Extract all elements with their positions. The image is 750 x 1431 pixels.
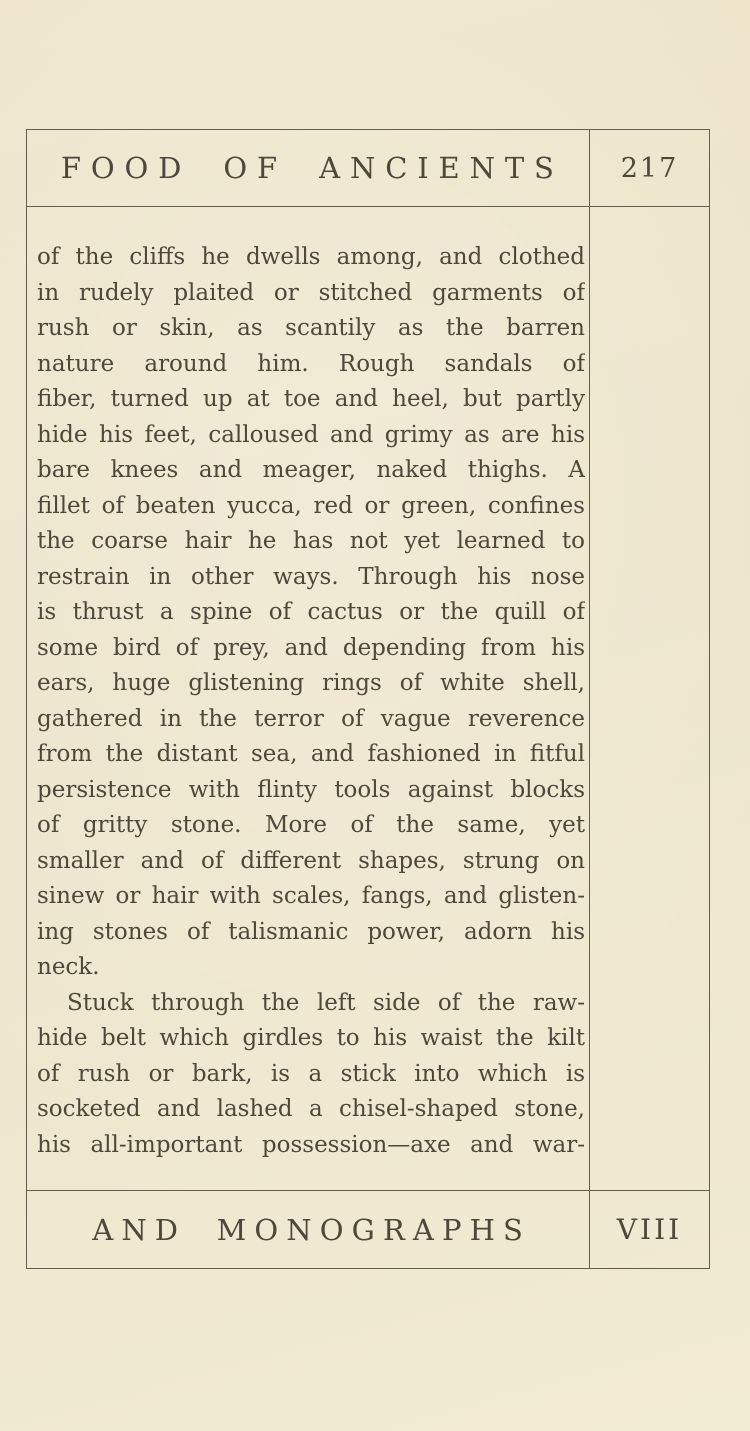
volume-cell: [590, 1191, 709, 1268]
text-line: the coarse hair he has not yet learned to: [37, 528, 585, 554]
text-line: restrain in other ways. Through his nose: [37, 563, 585, 590]
text-line: ears, huge glistening rings of white shell,: [37, 670, 585, 696]
running-footer: [27, 1191, 590, 1268]
text-line: bare knees and meager, naked thighs. A: [37, 457, 585, 483]
text-line: of rush or bark, is a stick into which is: [37, 1060, 585, 1087]
text-line: Stuck through the left side of the raw-: [67, 989, 585, 1016]
text-line: some bird of prey, and depending from his: [37, 634, 585, 661]
text-line: neck.: [37, 954, 100, 980]
volume-number: VIII: [616, 1213, 683, 1246]
text-line: fillet of beaten yucca, red or green, confines: [37, 492, 585, 519]
text-line: is thrust a spine of cactus or the quill of: [37, 599, 585, 625]
header-title: FOOD OF ANCIENTS: [60, 151, 564, 185]
text-line: nature around him. Rough sandals of: [37, 350, 585, 377]
text-line: rush or skin, as scantily as the barren: [37, 315, 585, 341]
text-line: sinew or hair with scales, fangs, and glisten-: [37, 883, 585, 909]
footer-title: AND MONOGRAPHS: [92, 1212, 531, 1247]
text-line: his all-important possession—axe and war-: [37, 1131, 585, 1158]
running-header: [27, 130, 590, 207]
page-number-cell: [590, 130, 709, 207]
text-line: persistence with flinty tools against blocks: [37, 776, 585, 803]
page-number: 217: [620, 152, 679, 184]
text-line: in rudely plaited or stitched garments of: [37, 279, 585, 306]
text-line: ing stones of talismanic power, adorn his: [37, 918, 585, 945]
text-line: hide belt which girdles to his waist the kilt: [37, 1025, 585, 1051]
page-frame: [26, 129, 710, 1269]
text-line: hide his feet, calloused and grimy as are his: [37, 421, 585, 448]
text-line: gathered in the terror of vague reverence: [37, 705, 585, 732]
margin-cell: [590, 207, 709, 1191]
text-line: of gritty stone. More of the same, yet: [37, 812, 585, 838]
text-line: of the cliffs he dwells among, and clothed: [37, 244, 585, 270]
text-line: socketed and lashed a chisel-shaped stone,: [37, 1096, 585, 1122]
text-line: fiber, turned up at toe and heel, but partly: [37, 386, 585, 412]
text-line: from the distant sea, and fashioned in fitful: [37, 741, 585, 767]
body-cell: [27, 207, 590, 1191]
text-line: smaller and of different shapes, strung on: [37, 847, 585, 874]
body-text: [27, 207, 589, 1163]
